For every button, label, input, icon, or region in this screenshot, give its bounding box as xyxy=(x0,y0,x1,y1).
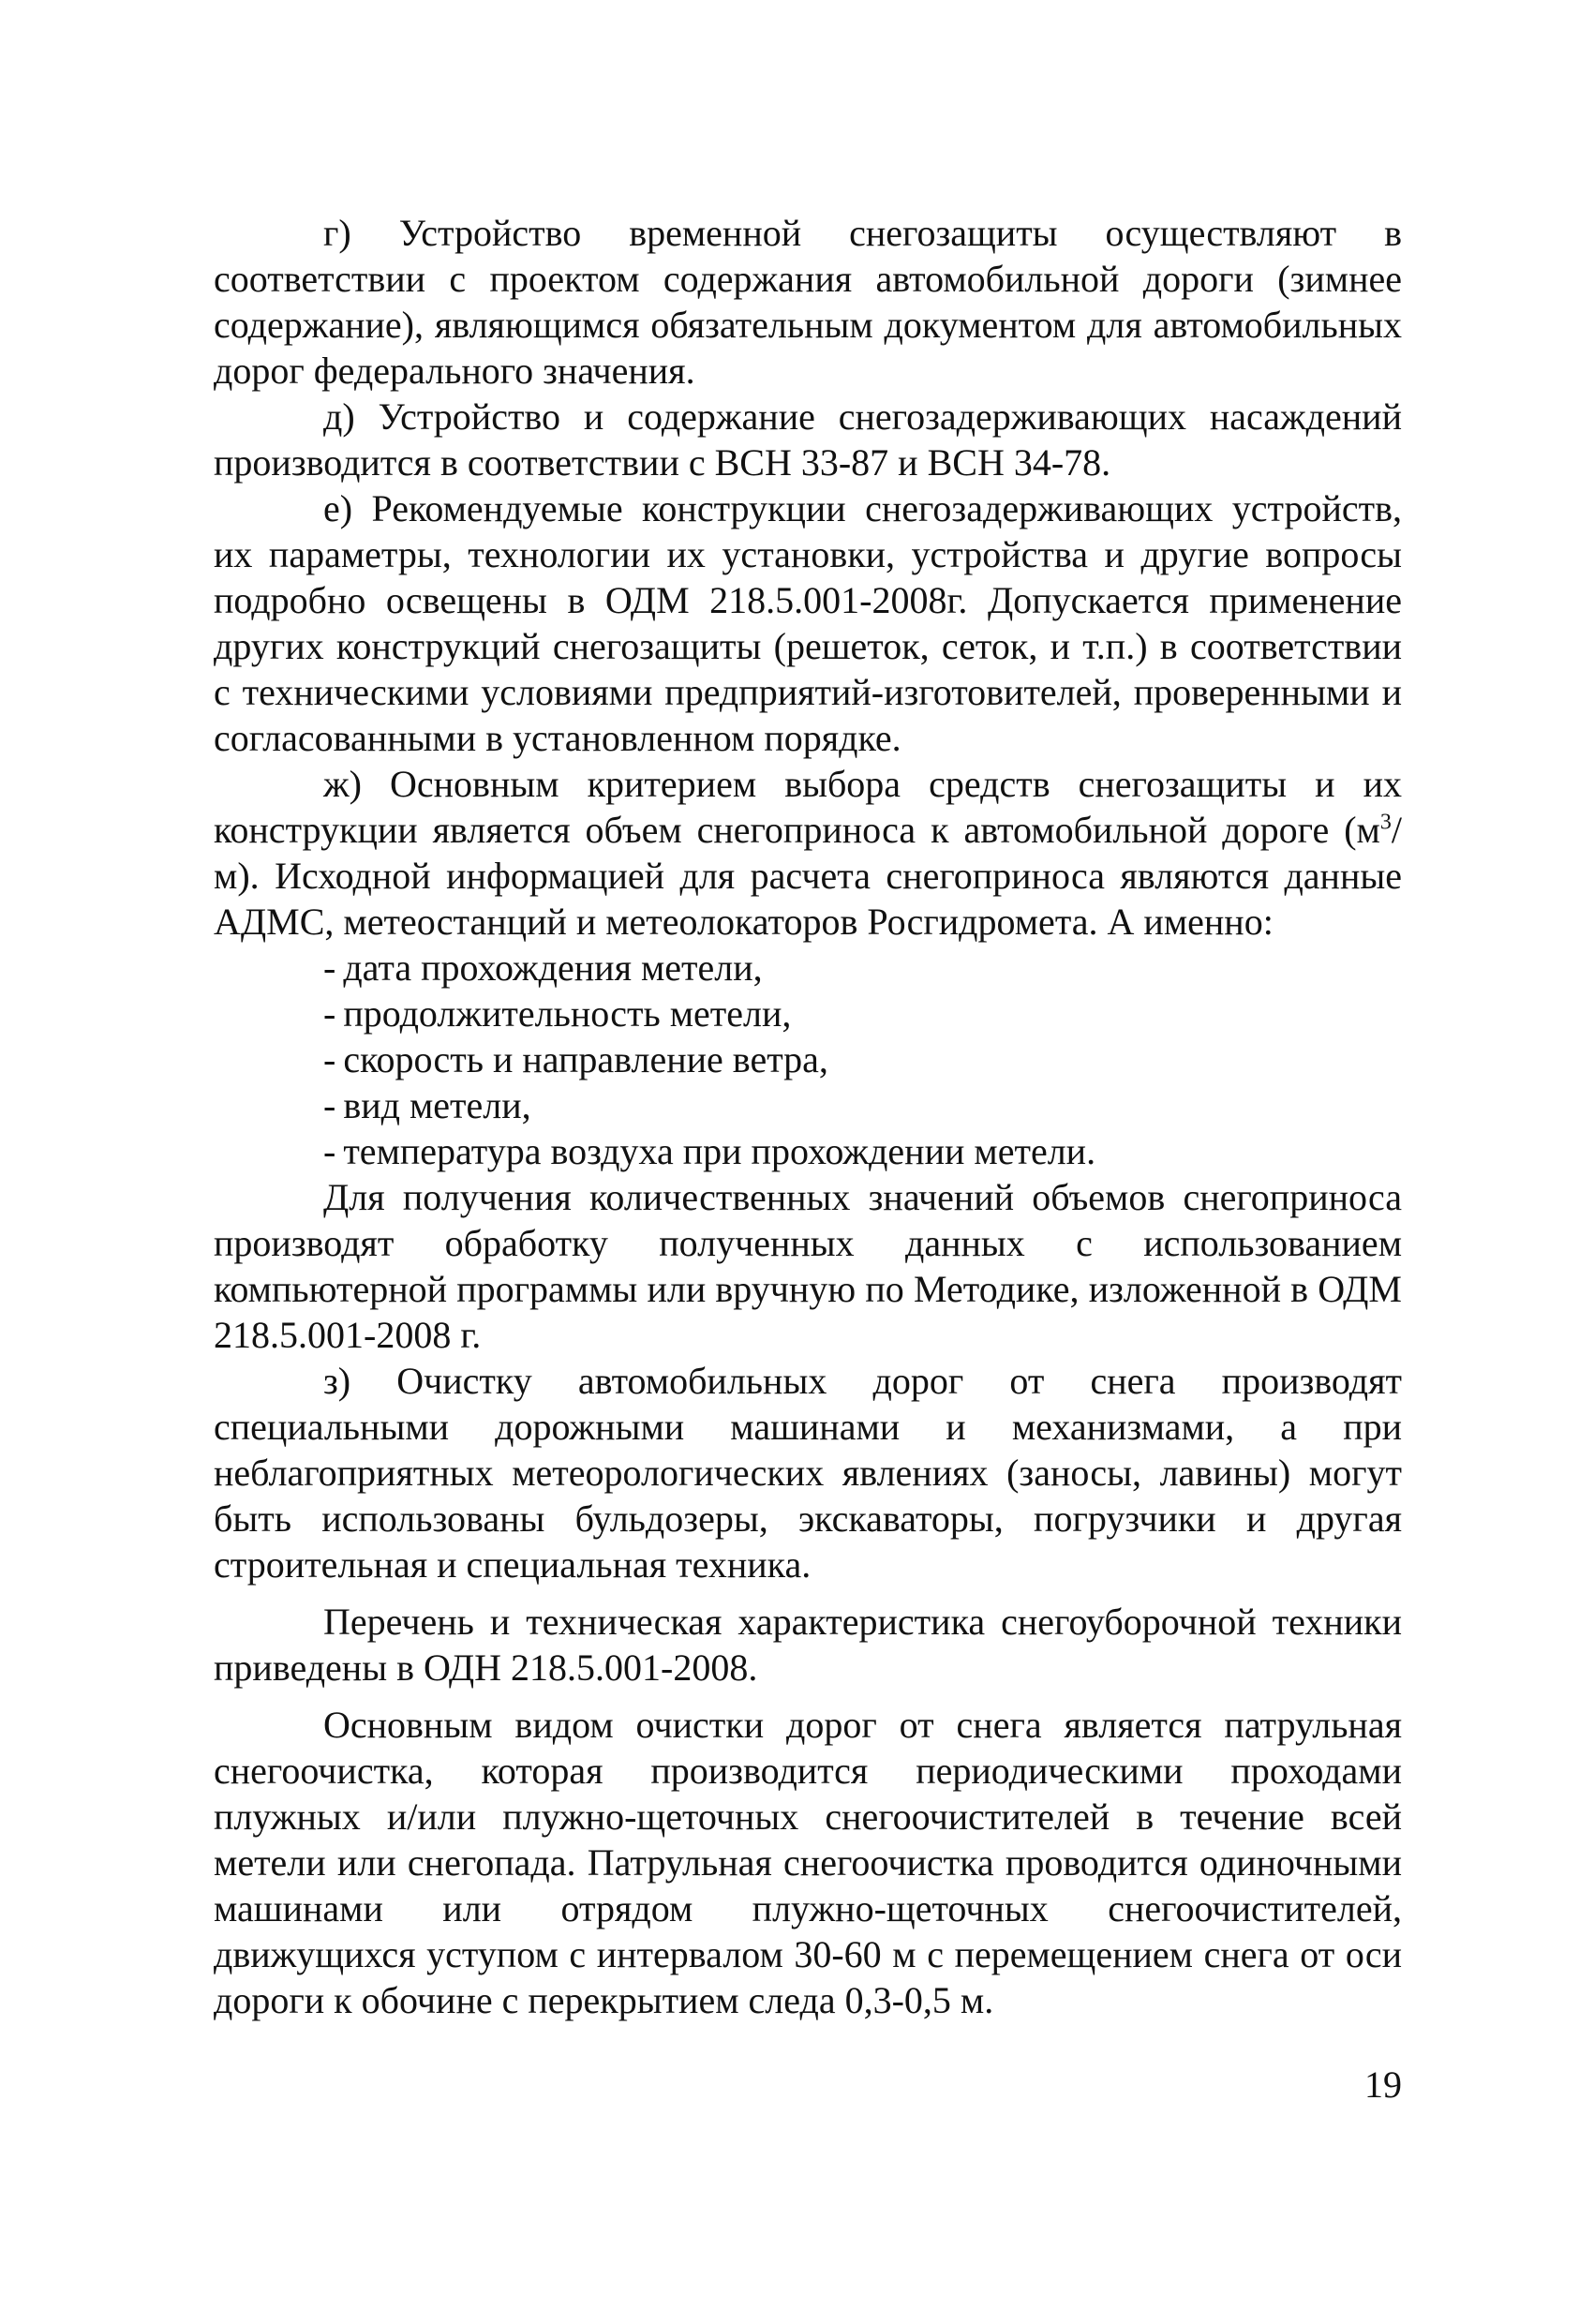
list-item-text: температура воздуха при прохождении метели. xyxy=(343,1130,1096,1172)
list-item-text: вид метели, xyxy=(343,1084,531,1126)
list-item-text: скорость и направление ветра, xyxy=(343,1038,828,1080)
paragraph-quantity: Для получения количественных значений объемов снегоприноса производят обработку полученных данных с использованием компьютерной программы или вручную по Методике, изложенной в ОДМ 218.5.001-2008 г. xyxy=(214,1176,1402,1356)
list-item-text: продолжительность метели, xyxy=(343,992,792,1035)
list-item xyxy=(214,945,1402,991)
list-dash: - xyxy=(323,946,336,989)
paragraph-zh-end: /м). Исходной информацией для расчета снегоприноса являются данные АДМС, метеостанций и метеолокаторов Росгидромета. А именно: xyxy=(214,809,1402,943)
paragraph-main-type: Основным видом очистки дорог от снега является патрульная снегоочистка, которая производится периодическими проходами плужных и/или плужно-щеточных снегоочистителей в течение всей метели или снегопада. Патрульная снегоочистка проводится одиночными машинами или отрядом плужно-щеточных снегоочистителей, движущихся уступом с интервалом 30-60 м с перемещением снега от оси дороги к обочине с перекрытием следа 0,3-0,5 м. xyxy=(214,1704,1402,2021)
list-item xyxy=(214,1082,1402,1128)
list-item xyxy=(214,1128,1402,1174)
list-dash: - xyxy=(323,1130,336,1172)
paragraph-d: д) Устройство и содержание снегозадерживающих насаждений производится в соответствии с ВСН 33-87 и ВСН 34-78. xyxy=(214,395,1402,484)
paragraph-zh xyxy=(214,761,1402,945)
meteo-data-list xyxy=(214,945,1402,1174)
list-dash: - xyxy=(323,992,336,1035)
list-item-text: дата прохождения метели, xyxy=(343,946,763,989)
paragraph-zh-start: ж) Основным критерием выбора средств снегозащиты и их конструкции является объем снегоприноса к автомобильной дороге (м xyxy=(214,763,1402,851)
paragraph-e: е) Рекомендуемые конструкции снегозадерживающих устройств, их параметры, технологии их установки, устройства и другие вопросы подробно освещены в ОДМ 218.5.001-2008г. Допускается применение других конструкций снегозащиты (решеток, сеток, и т.п.) в соответствии с техническими условиями предприятий-изготовителей, проверенными и согласованными в установленном порядке. xyxy=(214,487,1402,759)
list-item xyxy=(214,1036,1402,1082)
list-dash: - xyxy=(323,1084,336,1126)
page-number: 19 xyxy=(1364,2063,1402,2106)
list-dash: - xyxy=(323,1038,336,1080)
cubic-superscript: 3 xyxy=(1379,810,1392,835)
paragraph-tech-list: Перечень и техническая характеристика снегоуборочной техники приведены в ОДН 218.5.001-2008. xyxy=(214,1601,1402,1689)
list-item xyxy=(214,991,1402,1036)
document-page xyxy=(214,210,1402,2023)
paragraph-g: г) Устройство временной снегозащиты осуществляют в соответствии с проектом содержания автомобильной дороги (зимнее содержание), являющимся обязательным документом для автомобильных дорог федерального значения. xyxy=(214,212,1402,392)
paragraph-z: з) Очистку автомобильных дорог от снега производят специальными дорожными машинами и механизмами, а при неблагоприятных метеорологических явлениях (заносы, лавины) могут быть использованы бульдозеры, экскаваторы, погрузчики и другая строительная и специальная техника. xyxy=(214,1360,1402,1586)
